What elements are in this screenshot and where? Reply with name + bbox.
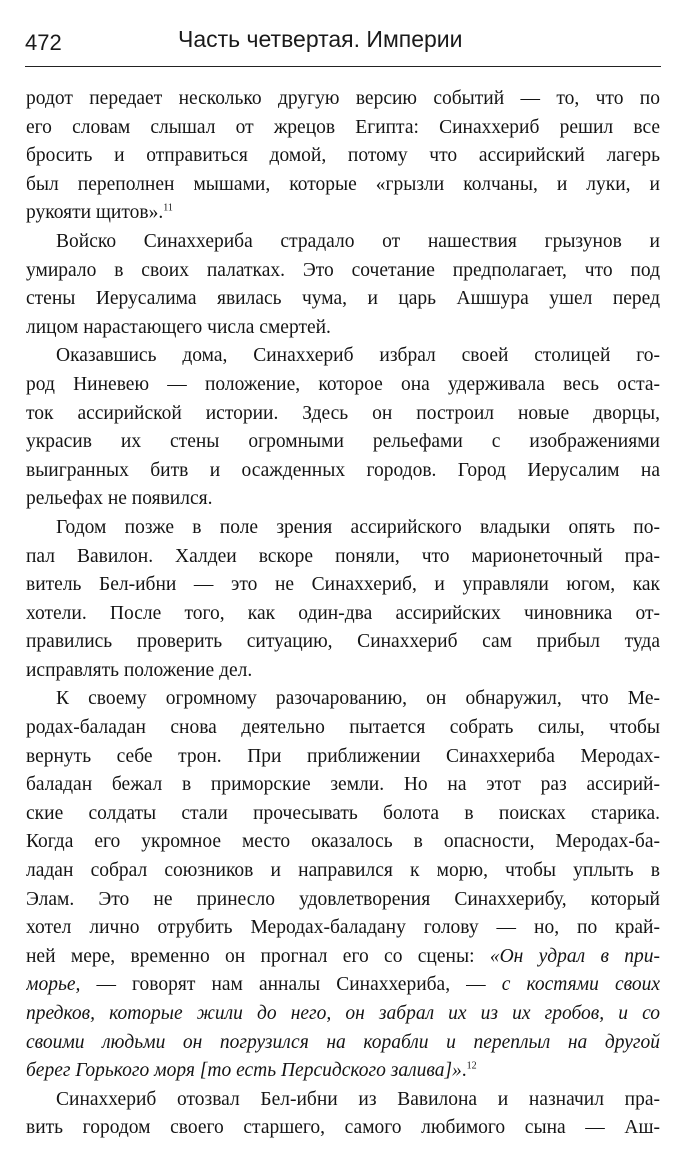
text-line: Синаххериб отозвал Бел-ибни из Вавилона и назначил пра- bbox=[56, 1088, 660, 1110]
text-line bbox=[26, 1057, 660, 1086]
text-line: исправлять положение дел. bbox=[26, 659, 253, 681]
text-line: вернуть себе трон. При приближении Синаххериба Меродах- bbox=[26, 745, 660, 767]
text-line: род Ниневею — положение, которое она удерживала весь оста- bbox=[26, 373, 660, 395]
paragraph bbox=[26, 85, 660, 228]
text-line: хотел лично отрубить Меродах-баладану голову — но, по край- bbox=[26, 917, 660, 939]
text-line: ладан собрал союзников и направился к морю, чтобы уплыть в bbox=[26, 860, 660, 882]
paragraph bbox=[26, 342, 660, 514]
paragraph bbox=[26, 228, 660, 342]
body-text bbox=[26, 85, 660, 1143]
text-line: хотели. После того, как один-два ассирийских чиновника от- bbox=[26, 602, 660, 624]
text-fragment: ней мере, временно он прогнал его со сцены: bbox=[26, 945, 490, 967]
footnote-ref: 12 bbox=[466, 1060, 477, 1072]
text-line: пал Вавилон. Халдеи вскоре поняли, что марионеточный пра- bbox=[26, 545, 660, 567]
text-line bbox=[26, 199, 660, 228]
text-line: Элам. Это не принесло удовлетворения Синаххерибу, который bbox=[26, 888, 660, 910]
text-fragment: — говорят нам анналы Синаххериба, — bbox=[80, 974, 502, 996]
text-fragment: . bbox=[461, 1060, 467, 1082]
text-line: правились проверить ситуацию, Синаххериб сам прибыл туда bbox=[26, 631, 660, 653]
text-line: лицом нарастающего числа смертей. bbox=[26, 316, 331, 338]
quote-fragment: морье, bbox=[26, 974, 81, 996]
text-line: умирало в своих палатках. Это сочетание предполагает, что под bbox=[26, 259, 660, 281]
text-line: Годом позже в поле зрения ассирийского владыки опять по- bbox=[56, 516, 660, 538]
header-rule bbox=[25, 66, 661, 67]
paragraph bbox=[26, 514, 660, 686]
text-line: Когда его укромное место оказалось в опасности, Меродах-ба- bbox=[26, 831, 660, 853]
quote-fragment: предков, которые жили до него, он забрал их из их гробов, и со bbox=[26, 1003, 660, 1024]
text-line: бросить и отправиться домой, потому что ассирийский лагерь bbox=[26, 145, 660, 167]
text-line: выигранных битв и осажденных городов. Город Иерусалим на bbox=[26, 459, 660, 481]
text-line bbox=[26, 971, 660, 1000]
text-line: родах-баладан снова деятельно пытается собрать силы, чтобы bbox=[26, 717, 660, 739]
text-line: его словам слышал от жрецов Египта: Синаххериб решил все bbox=[26, 116, 660, 138]
text-line: стены Иерусалима явилась чума, и царь Ашшура ушел перед bbox=[26, 288, 660, 310]
text-line bbox=[26, 1000, 660, 1029]
text-line: был переполнен мышами, которые «грызли колчаны, и луки, и bbox=[26, 173, 660, 195]
text-fragment: рукояти щитов». bbox=[26, 202, 164, 224]
text-line: украсив их стены огромными рельефами с изображениями bbox=[26, 431, 660, 453]
paragraph bbox=[26, 1086, 660, 1143]
text-line bbox=[26, 943, 660, 972]
paragraph bbox=[26, 685, 660, 1085]
page-number: 472 bbox=[25, 30, 62, 55]
text-line: Оказавшись дома, Синаххериб избрал своей столицей го- bbox=[56, 345, 660, 367]
running-head: Часть четвертая. Империи bbox=[178, 26, 463, 52]
text-line: витель Бел-ибни — это не Синаххериб, и управляли югом, как bbox=[26, 574, 660, 596]
text-line bbox=[26, 1029, 660, 1058]
quote-fragment: берег Горького моря [то есть Персидского залива]» bbox=[26, 1060, 462, 1082]
quote-fragment: «Он удрал в при- bbox=[489, 945, 660, 967]
text-line: баладан бежал в приморские земли. Но на этот раз ассирий- bbox=[26, 774, 660, 796]
text-line: К своему огромному разочарованию, он обнаружил, что Ме- bbox=[56, 688, 660, 710]
text-line: вить городом своего старшего, самого любимого сына — Аш- bbox=[26, 1117, 660, 1139]
text-line: родот передает несколько другую версию событий — то, что по bbox=[26, 88, 660, 109]
quote-fragment: с костями своих bbox=[501, 974, 660, 996]
page-header bbox=[25, 26, 661, 62]
text-line: рельефах не появился. bbox=[26, 488, 213, 510]
quote-fragment: своими людьми он погрузился на корабли и переплыл на другой bbox=[26, 1031, 660, 1053]
text-line: ские солдаты стали прочесывать болота в поисках старика. bbox=[26, 802, 660, 824]
text-line: Войско Синаххериба страдало от нашествия грызунов и bbox=[56, 230, 660, 252]
text-line: ток ассирийской истории. Здесь он построил новые дворцы, bbox=[26, 402, 660, 424]
footnote-ref: 11 bbox=[163, 202, 173, 214]
